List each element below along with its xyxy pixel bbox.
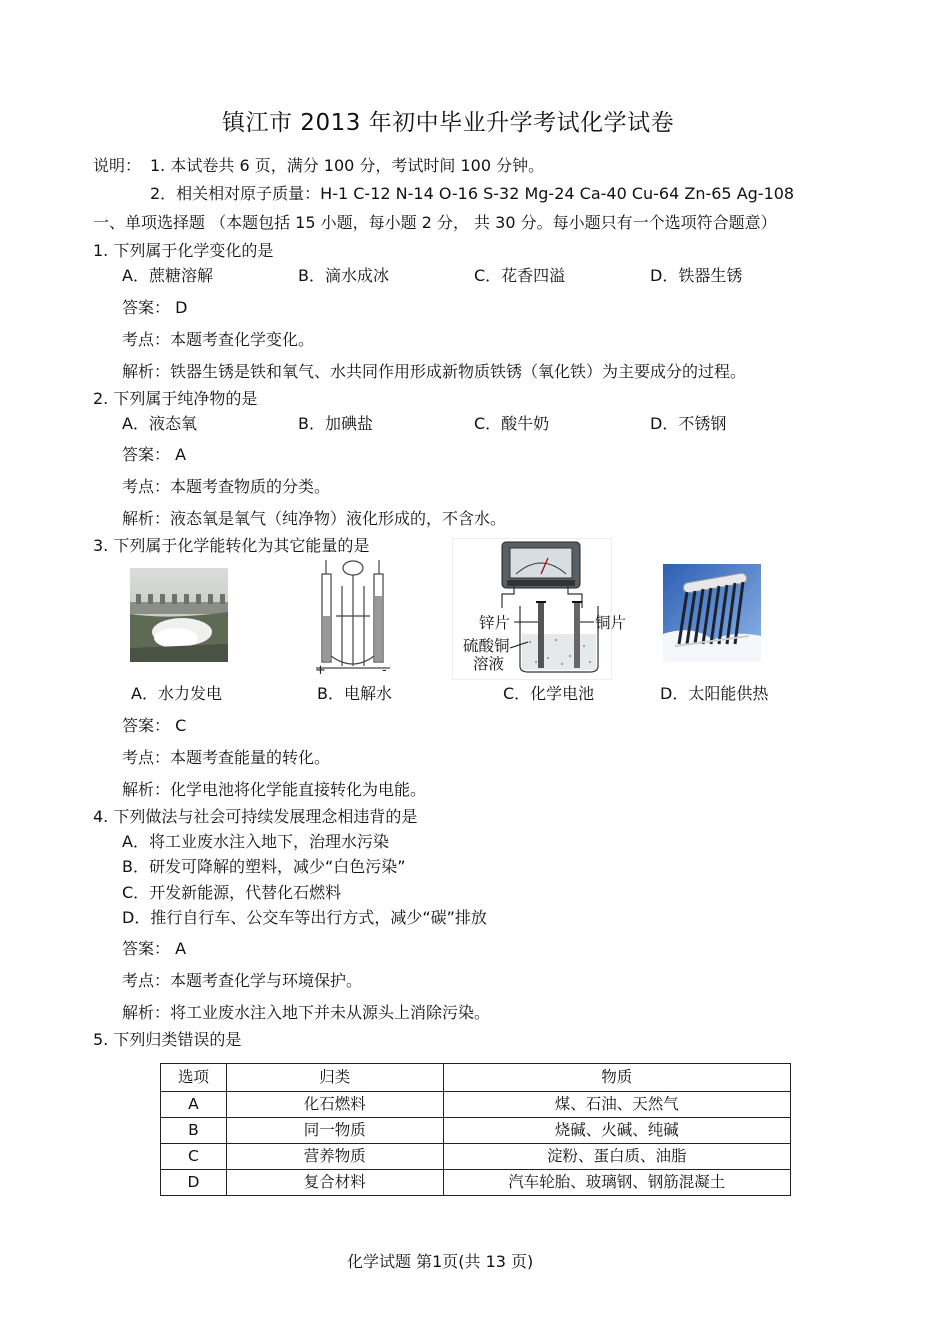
q3-option-c: C．化学电池 xyxy=(503,684,595,703)
table-header-row xyxy=(161,1064,791,1092)
copper-sulfate-label-line-2: 溶液 xyxy=(473,655,505,673)
page-title: 镇江市 2013 年初中毕业升学考试化学试卷 xyxy=(222,110,675,136)
q2-option-d: D．不锈钢 xyxy=(650,414,727,433)
copper-plate-label: 铜片 xyxy=(595,614,627,632)
q4-stem: 4. 下列做法与社会可持续发展理念相违背的是 xyxy=(93,807,418,826)
table-header-option: 选项 xyxy=(161,1064,227,1092)
table-cell: 淀粉、蛋白质、油脂 xyxy=(443,1144,790,1170)
table-cell: D xyxy=(161,1170,227,1196)
table-cell: 化石燃料 xyxy=(226,1092,443,1118)
q2-point: 考点：本题考查物质的分类。 xyxy=(122,477,331,496)
q1-stem: 1. 下列属于化学变化的是 xyxy=(93,241,274,260)
q2-option-a: A．液态氧 xyxy=(122,414,197,433)
q3-answer: 答案： C xyxy=(122,716,187,735)
q3-option-a: A．水力发电 xyxy=(131,684,222,703)
q3-option-b: B．电解水 xyxy=(317,684,392,703)
q4-point: 考点：本题考查化学与环境保护。 xyxy=(122,971,363,990)
table-cell: B xyxy=(161,1118,227,1144)
q1-option-a: A．蔗糖溶解 xyxy=(122,266,213,285)
table-row xyxy=(161,1170,791,1196)
table-cell: 营养物质 xyxy=(226,1144,443,1170)
table-cell: 烧碱、火碱、纯碱 xyxy=(443,1118,790,1144)
notes-line-2: 2．相关相对原子质量：H-1 C-12 N-14 O-16 S-32 Mg-24 Ca-40 Cu-64 Zn-65 Ag-108 xyxy=(150,184,795,203)
q1-option-b: B．滴水成冰 xyxy=(298,266,389,285)
table-header-substance: 物质 xyxy=(443,1064,790,1092)
q4-option-c: C．开发新能源，代替化石燃料 xyxy=(122,883,342,902)
q4-option-a: A．将工业废水注入地下，治理水污染 xyxy=(122,832,389,851)
table-row xyxy=(161,1092,791,1118)
table-cell: 复合材料 xyxy=(226,1170,443,1196)
table-cell: 汽车轮胎、玻璃钢、钢筋混凝土 xyxy=(443,1170,790,1196)
q2-answer: 答案： A xyxy=(122,445,187,464)
q1-option-c: C．花香四溢 xyxy=(474,266,566,285)
classification-table xyxy=(160,1063,791,1196)
q4-option-d: D．推行自行车、公交车等出行方式，减少“碳”排放 xyxy=(122,908,487,927)
q4-answer: 答案： A xyxy=(122,939,187,958)
notes-label: 说明： xyxy=(93,156,142,175)
table-cell: 同一物质 xyxy=(226,1118,443,1144)
q1-point: 考点：本题考查化学变化。 xyxy=(122,330,315,349)
electrolysis-apparatus-image xyxy=(312,556,394,678)
plus-terminal-label: + xyxy=(315,663,326,678)
table-row xyxy=(161,1118,791,1144)
solar-water-heater-image xyxy=(663,564,761,662)
q2-analysis: 解析：液态氧是氧气（纯净物）液化形成的，不含水。 xyxy=(122,509,507,528)
table-cell: A xyxy=(161,1092,227,1118)
q5-stem: 5. 下列归类错误的是 xyxy=(93,1030,242,1049)
copper-sulfate-label-line-1: 硫酸铜 xyxy=(463,637,510,655)
q4-option-b: B．研发可降解的塑料，减少“白色污染” xyxy=(122,857,406,876)
q3-option-d: D．太阳能供热 xyxy=(660,684,769,703)
q2-stem: 2. 下列属于纯净物的是 xyxy=(93,389,258,408)
q3-stem: 3. 下列属于化学能转化为其它能量的是 xyxy=(93,536,370,555)
notes-line-1: 1. 本试卷共 6 页，满分 100 分，考试时间 100 分钟。 xyxy=(150,156,545,175)
page-footer: 化学试题 第1页(共 13 页) xyxy=(347,1252,534,1271)
section-heading: 一、单项选择题 （本题包括 15 小题，每小题 2 分， 共 30 分。每小题只有一个选项符合题意） xyxy=(93,213,777,232)
q2-option-c: C．酸牛奶 xyxy=(474,414,550,433)
q1-answer: 答案： D xyxy=(122,298,188,317)
q1-option-d: D．铁器生锈 xyxy=(650,266,743,285)
q3-point: 考点：本题考查能量的转化。 xyxy=(122,748,331,767)
table-row xyxy=(161,1144,791,1170)
q1-analysis: 解析：铁器生锈是铁和氧气、水共同作用形成新物质铁锈（氧化铁）为主要成分的过程。 xyxy=(122,362,747,381)
q3-analysis: 解析：化学电池将化学能直接转化为电能。 xyxy=(122,780,427,799)
hydropower-dam-image xyxy=(130,568,228,662)
q2-option-b: B．加碘盐 xyxy=(298,414,373,433)
table-cell: C xyxy=(161,1144,227,1170)
table-cell: 煤、石油、天然气 xyxy=(443,1092,790,1118)
table-header-category: 归类 xyxy=(226,1064,443,1092)
minus-terminal-label: - xyxy=(382,663,387,678)
zinc-plate-label: 锌片 xyxy=(479,614,511,632)
q4-analysis: 解析：将工业废水注入地下并未从源头上消除污染。 xyxy=(122,1003,491,1022)
